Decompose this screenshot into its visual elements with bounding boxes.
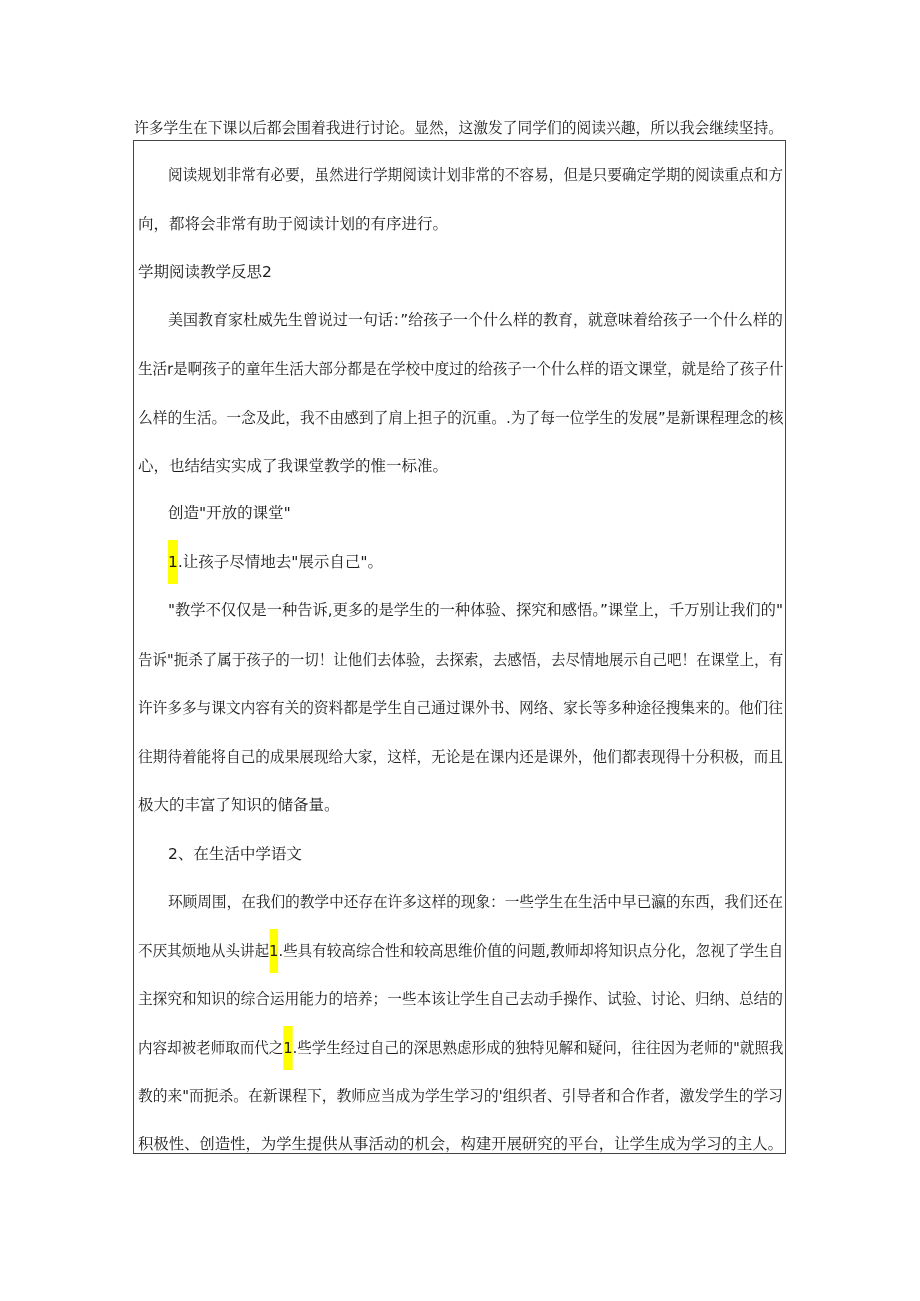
life-line-4-highlight: 1 bbox=[283, 1026, 292, 1070]
item-1-text: .让孩子尽情地去"展示自己"。 bbox=[177, 553, 384, 571]
paragraph-life-line-1: 环顾周围，在我们的教学中还存在许多这样的现象：一些学生在生活中早已瀛的东西，我们还在 bbox=[168, 893, 784, 911]
paragraph-life-line-3: 主探究和知识的综合运用能力的培养；一些本该让学生自己去动手操作、试验、讨论、归纳、总结的 bbox=[138, 990, 783, 1008]
section-title: 学期阅读教学反思2 bbox=[138, 263, 272, 281]
life-line-2-post: .些具有较高综合性和较高思维价值的问题,教师却将知识点分化，忽视了学生自 bbox=[278, 942, 784, 960]
life-line-2-pre: 不厌其烦地从头讲起 bbox=[138, 942, 270, 960]
paragraph-life-line-2 bbox=[138, 941, 783, 961]
life-line-4-pre: 内容却被老师取而代之 bbox=[138, 1039, 284, 1057]
paragraph-dewey-line-1: 美国教育家杜威先生曾说过一句话：”给孩子一个什么样的教育，就意味着给孩子一个什么样的 bbox=[168, 311, 783, 329]
heading-open-classroom: 创造"开放的课堂" bbox=[168, 504, 291, 522]
paragraph-teach-line-1: "教学不仅仅是一种告诉,更多的是学生的一种体验、探究和感悟。”课堂上，千万别让我们的" bbox=[168, 601, 783, 619]
paragraph-life-line-5: 教的来"而扼杀。在新课程下，教师应当成为学生学习的'组织者、引导者和合作者，激发学生的学习 bbox=[138, 1087, 783, 1105]
list-item-1 bbox=[168, 552, 383, 572]
life-line-4-post: .些学生经过自己的深思熟虑形成的独特见解和疑问，往往因为老师的"就照我 bbox=[292, 1039, 784, 1057]
paragraph-teach-line-5: 极大的丰富了知识的储备量。 bbox=[138, 796, 340, 814]
paragraph-life-line-6: 积极性、创造性，为学生提供从事活动的机会，构建开展研究的平台，让学生成为学习的主人。 bbox=[138, 1135, 784, 1153]
item-1-number-highlight: 1 bbox=[168, 540, 178, 584]
paragraph-plan-line-2: 向，都将会非常有助于阅读计划的有序进行。 bbox=[138, 215, 449, 233]
paragraph-plan-line-1: 阅读规划非常有必要，虽然进行学期阅读计划非常的不容易，但是只要确定学期的阅读重点和方 bbox=[168, 166, 784, 184]
paragraph-teach-line-4: 往期待着能将自己的成果展现给大家，这样，无论是在课内还是课外，他们都表现得十分积极，而且 bbox=[138, 748, 783, 766]
paragraph-dewey-line-3: 么样的生活。一念及此，我不由感到了肩上担子的沉重。.为了每一位学生的发展”是新课程理念的核 bbox=[138, 409, 784, 427]
paragraph-teach-line-3: 许许多多与课文内容有关的资料都是学生自己通过课外书、网络、家长等多种途径搜集来的。他们往 bbox=[138, 699, 783, 717]
paragraph-teach-line-2: 告诉"扼杀了属于孩子的一切！让他们去体验，去探索，去感悟，去尽情地展示自己吧！在课堂上，有 bbox=[138, 651, 784, 669]
pre-box-line: 许多学生在下课以后都会围着我进行讨论。显然，这激发了同学们的阅读兴趣，所以我会继续坚持。 bbox=[134, 119, 784, 137]
paragraph-dewey-line-2: 生活r是啊孩子的童年生活大部分都是在学校中度过的给孩子一个什么样的语文课堂，就是给了孩子什 bbox=[138, 360, 784, 378]
life-line-2-highlight: 1 bbox=[269, 929, 278, 973]
paragraph-life-line-4 bbox=[138, 1038, 783, 1058]
list-item-2: 2、在生活中学语文 bbox=[168, 845, 302, 863]
paragraph-dewey-line-4: 心，也结结实实成了我课堂教学的惟一标准。 bbox=[138, 457, 449, 475]
